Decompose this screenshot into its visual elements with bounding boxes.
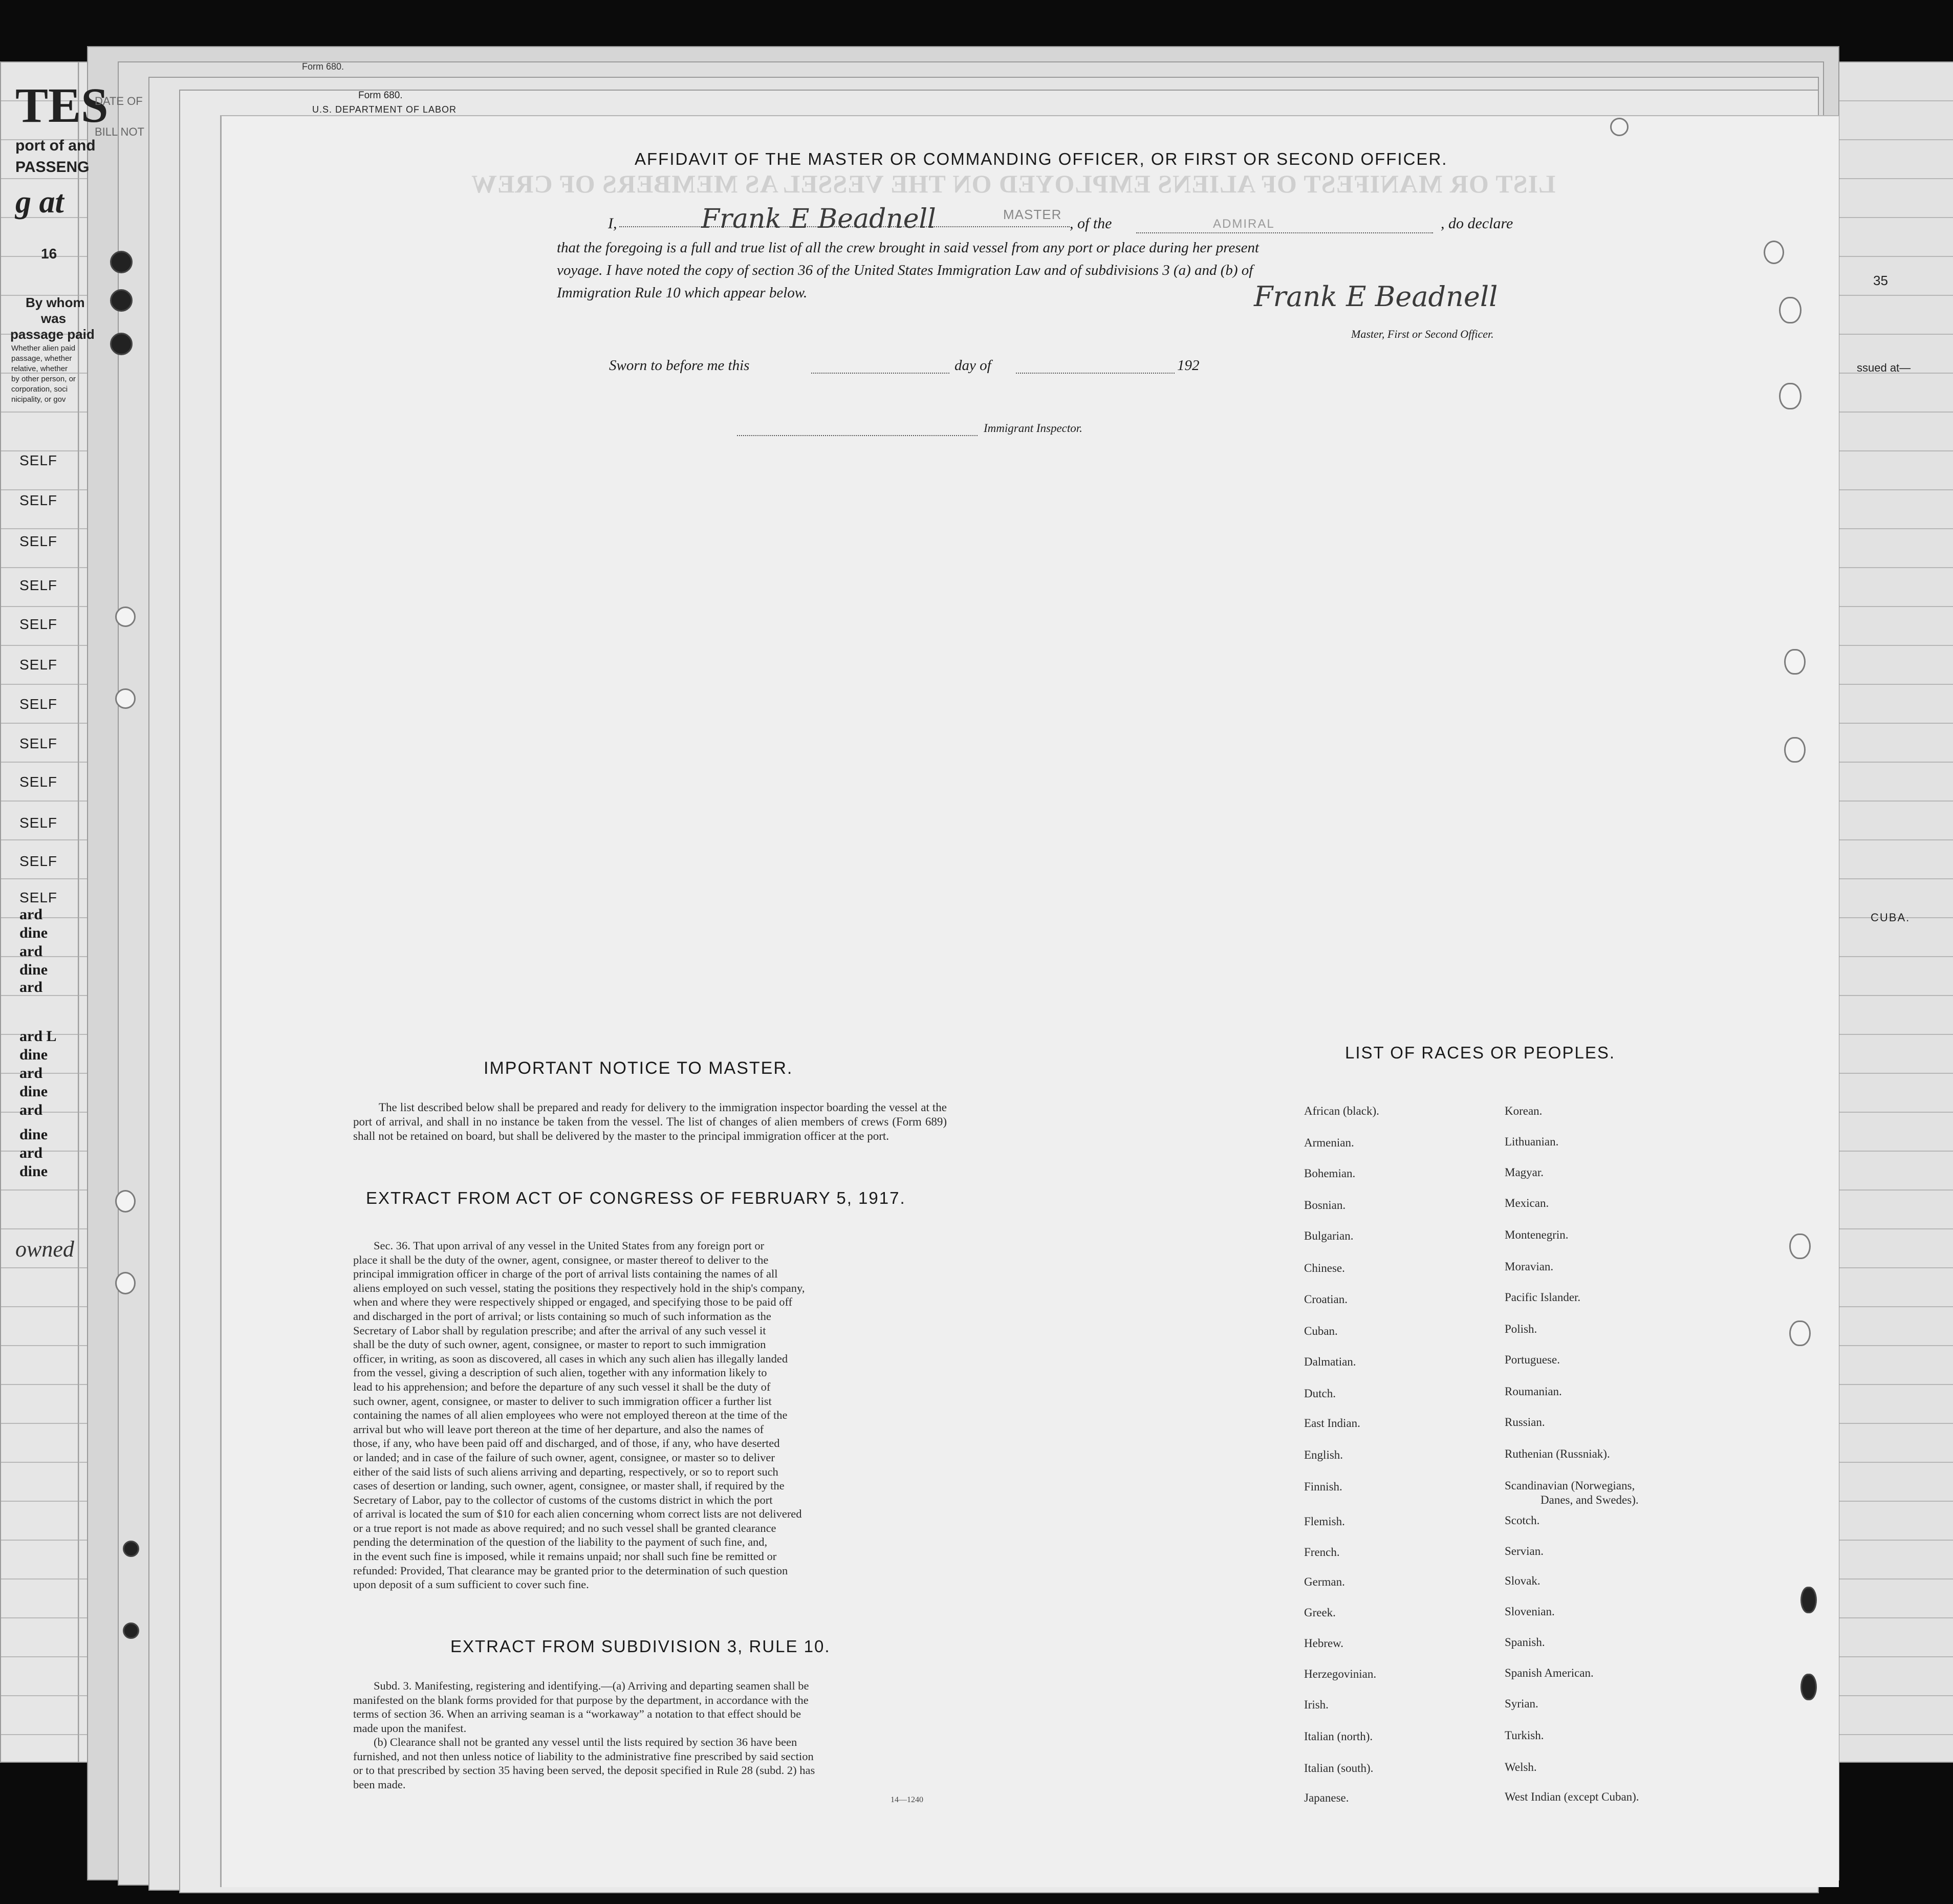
race-item: Chinese. (1304, 1262, 1345, 1274)
crew-fragment: dine (19, 1126, 48, 1143)
act-line: Secretary of Labor, pay to the collector of customs of the customs district in which the port (353, 1493, 773, 1506)
race-item: Lithuanian. (1505, 1135, 1559, 1148)
punch-hole-icon (1800, 1587, 1817, 1613)
punch-hole-icon (110, 333, 133, 355)
department-label: U.S. DEPARTMENT OF LABOR (312, 104, 457, 115)
passage-column-header-2: was (41, 311, 67, 326)
race-item: Moravian. (1505, 1260, 1554, 1273)
race-item: Roumanian. (1505, 1385, 1562, 1398)
race-item: French. (1304, 1546, 1340, 1559)
right-sheet-number: 35 (1873, 273, 1888, 288)
master-stamp: MASTER (1003, 207, 1062, 222)
passage-note-5: corporation, soci (11, 385, 68, 394)
crew-fragment: ard (19, 1101, 42, 1118)
left-row-fragment-3: g at (15, 185, 64, 220)
crew-fragment: ard (19, 1144, 42, 1161)
races-title: LIST OF RACES OR PEOPLES. (1345, 1043, 1616, 1062)
affidavit-line-3: voyage. I have noted the copy of section 36 of the United States Immigration Law and of subdivisions 3 (a) and (b) of (557, 262, 1253, 278)
back-stamp-fragment-2: BILL NOT (95, 125, 144, 138)
vessel-name-field (1136, 231, 1433, 233)
notice-text: The list described below shall be prepared and ready for delivery to the immigration inspector boarding the vessel at the port of arrival, and shall in no instance be taken from the vessel. The list of changes of alien members of crews (Form 689) shall not be retained on board, but shall be delivered by the master to the principal immigration officer at the port. (353, 1101, 947, 1142)
race-item: Welsh. (1505, 1761, 1537, 1773)
race-item: Herzegovinian. (1304, 1668, 1377, 1680)
left-sheet-header-fragment: TES (15, 78, 108, 133)
race-item: West Indian (except Cuban). (1505, 1790, 1639, 1803)
punch-hole-icon (1800, 1674, 1817, 1700)
crew-fragment: ard (19, 943, 42, 960)
race-item: African (black). (1304, 1105, 1379, 1117)
rule-line: or to that prescribed by section 35 having been served, the deposit specified in Rule 28 (subd. 2) has (353, 1764, 815, 1777)
inspector-label: Immigrant Inspector. (984, 422, 1082, 435)
race-item: Servian. (1505, 1545, 1544, 1557)
race-item: Japanese. (1304, 1791, 1349, 1804)
act-line: principal immigration officer in charge of the port of arrival lists containing the names of all (353, 1267, 778, 1281)
rule-line: (b) Clearance shall not be granted any vessel until the lists required by section 36 have been (374, 1736, 797, 1748)
notice-title: IMPORTANT NOTICE TO MASTER. (484, 1058, 793, 1078)
sworn-month-field (1016, 372, 1175, 374)
passage-note-3: relative, whether (11, 364, 68, 373)
self-entry: SELF (19, 577, 58, 593)
act-line: Sec. 36. That upon arrival of any vessel in the United States from any foreign port or (374, 1239, 765, 1252)
race-item: Italian (north). (1304, 1730, 1373, 1743)
self-entry: SELF (19, 853, 58, 869)
rule-extract-title: EXTRACT FROM SUBDIVISION 3, RULE 10. (450, 1637, 831, 1656)
right-issued-at: ssued at— (1857, 361, 1911, 374)
back-form-number: Form 680. (302, 61, 344, 72)
crew-fragment: ard (19, 1065, 42, 1081)
vessel-stamp: ADMIRAL (1213, 217, 1275, 231)
self-entry: SELF (19, 492, 58, 508)
punch-hole-icon (115, 1272, 136, 1294)
passage-column-header-3: passage paid (10, 327, 95, 342)
race-item: Bosnian. (1304, 1199, 1346, 1211)
punch-hole-icon (1779, 383, 1802, 409)
act-extract-title: EXTRACT FROM ACT OF CONGRESS OF FEBRUARY 5, 1917. (366, 1188, 906, 1207)
rule-line: furnished, and not then unless notice of liability to the administrative fine prescribed by said section (353, 1749, 814, 1763)
act-extract-body (353, 1239, 957, 1592)
race-item: Ruthenian (Russniak). (1505, 1447, 1610, 1460)
sworn-day-field (811, 372, 949, 374)
act-line: containing the names of all alien employees who were not employed thereon at the time of the (353, 1409, 788, 1422)
race-item: Turkish. (1505, 1729, 1544, 1742)
self-entry: SELF (19, 533, 58, 549)
crew-fragment: dine (19, 1046, 48, 1063)
race-item: Scandinavian (Norwegians, (1505, 1479, 1635, 1492)
race-item: Croatian. (1304, 1293, 1348, 1306)
self-entry: SELF (19, 616, 58, 632)
rule-line: Subd. 3. Manifesting, registering and identifying.—(a) Arriving and departing seamen shall be (374, 1679, 809, 1692)
act-line: those, if any, who have been paid off and discharged, and of those, if any, who have deserted (353, 1437, 780, 1450)
act-line: from the vessel, giving a description of such alien, together with any information likely to (353, 1366, 767, 1379)
race-item: Magyar. (1505, 1166, 1544, 1179)
race-item: Montenegrin. (1505, 1228, 1569, 1241)
form-number: Form 680. (358, 90, 403, 101)
crew-fragment: dine (19, 924, 48, 941)
right-cuba: CUBA. (1871, 911, 1911, 924)
race-item: Italian (south). (1304, 1762, 1374, 1775)
passage-note-6: nicipality, or gov (11, 395, 66, 404)
day-of-label: day of (954, 357, 991, 374)
act-line: and discharged in the port of arrival; or lists containing so much of such information as the (353, 1309, 771, 1323)
punch-hole-icon (1784, 649, 1806, 675)
act-line: in the event such fine is imposed, while it remains unpaid; nor shall such fine be remitted or (353, 1550, 777, 1563)
race-item: Finnish. (1304, 1480, 1342, 1493)
race-item: Armenian. (1304, 1136, 1354, 1149)
self-entry: SELF (19, 735, 58, 751)
act-line: arrival but who will leave port thereon at the time of her departure, and also the names of (353, 1422, 764, 1436)
race-item: Hebrew. (1304, 1637, 1344, 1650)
self-entry: SELF (19, 815, 58, 831)
race-item: Russian. (1505, 1416, 1545, 1429)
race-item: Bohemian. (1304, 1167, 1356, 1180)
passage-note-1: Whether alien paid (11, 344, 76, 353)
race-item: Mexican. (1505, 1197, 1549, 1209)
race-item: Korean. (1505, 1105, 1543, 1117)
race-item: Bulgarian. (1304, 1229, 1354, 1242)
punch-hole-icon (1764, 241, 1784, 264)
handwritten-fragment: owned (15, 1237, 74, 1262)
self-entry: SELF (19, 890, 58, 905)
race-item: Syrian. (1505, 1697, 1538, 1710)
act-line: such owner, agent, consignee, or master to deliver to such immigration officer a further list (353, 1394, 772, 1408)
race-item: English. (1304, 1448, 1343, 1461)
race-item: Dalmatian. (1304, 1355, 1356, 1368)
back-stamp-fragment-1: DATE OF (95, 95, 143, 107)
race-item: Dutch. (1304, 1387, 1336, 1400)
punch-hole-icon (1784, 737, 1806, 763)
race-item: Cuban. (1304, 1325, 1338, 1337)
affidavit-line-2: that the foregoing is a full and true list of all the crew brought in said vessel from any port or place during her present (557, 240, 1260, 256)
punch-hole-icon (115, 607, 136, 627)
crew-fragment: ard (19, 979, 42, 996)
bleed-through-title: LIST OR MANIFEST OF ALIENS EMPLOYED ON THE VESSEL AS MEMBERS OF CREW (471, 169, 1556, 198)
rule-line: terms of section 36. When an arriving seaman is a “workaway” a notation to that effect should be (353, 1707, 801, 1720)
self-entry: SELF (19, 657, 58, 673)
race-item: Slovak. (1505, 1574, 1540, 1587)
left-row-fragment-2: PASSENG (15, 159, 90, 176)
crew-fragment: ard L (19, 1028, 57, 1045)
act-line: Secretary of Labor shall by regulation prescribe; and after the arrival of any such vessel it (353, 1324, 766, 1337)
act-line: pending the determination of the question of the liability to the payment of such fine, and, (353, 1535, 768, 1549)
rule-line: manifested on the blank forms provided for that purpose by the department, in accordance with the (353, 1693, 809, 1706)
inspector-field (737, 434, 978, 436)
passage-column-header-1: By whom (26, 295, 85, 310)
sworn-label: Sworn to before me this (609, 357, 750, 374)
crew-fragment: ard (19, 906, 42, 923)
passage-note-4: by other person, or (11, 375, 76, 383)
punch-hole-icon (123, 1541, 139, 1557)
affidavit-title: AFFIDAVIT OF THE MASTER OR COMMANDING OFFICER, OR FIRST OR SECOND OFFICER. (635, 149, 1448, 168)
affidavit-sheet (220, 115, 1839, 1887)
race-item: Slovenian. (1505, 1605, 1555, 1618)
act-line: shall be the duty of such owner, agent, consignee, or master to report to such immigration (353, 1338, 766, 1351)
act-line: or landed; and in case of the failure of such owner, agent, consignee, or master so to deliver (353, 1451, 775, 1464)
race-item: Portuguese. (1505, 1353, 1560, 1366)
crew-fragment: dine (19, 1163, 48, 1180)
race-item: Irish. (1304, 1698, 1329, 1711)
self-entry: SELF (19, 452, 58, 468)
of-the-label: , of the (1070, 215, 1112, 232)
race-item: Polish. (1505, 1323, 1537, 1335)
year-label: 192 (1177, 357, 1200, 374)
crew-fragment: dine (19, 1083, 48, 1100)
act-line: refunded: Provided, That clearance may be granted prior to the determination of such question (353, 1564, 788, 1577)
punch-hole-icon (1789, 1321, 1811, 1346)
rule-line: been made. (353, 1778, 406, 1791)
rule-extract-body (353, 1679, 957, 1791)
officer-signature: Frank E Beadnell (1254, 280, 1498, 313)
act-line: or a true report is not made as above required; and no such vessel shall be granted clearance (353, 1521, 776, 1534)
race-item: Greek. (1304, 1606, 1336, 1619)
left-sheet-number: 16 (41, 246, 57, 262)
act-line: place it shall be the duty of the owner, agent, consignee, or master thereof to deliver to the (353, 1253, 769, 1266)
race-item: Danes, and Swedes). (1540, 1494, 1639, 1506)
race-item: Spanish American. (1505, 1667, 1594, 1679)
act-line: lead to his apprehension; and before the departure of any such vessel it shall be the duty of (353, 1380, 771, 1393)
race-item: Flemish. (1304, 1515, 1345, 1528)
affidavit-line-4: Immigration Rule 10 which appear below. (557, 285, 808, 301)
signature-caption: Master, First or Second Officer. (1351, 328, 1494, 340)
left-row-fragment-1: port of and (15, 137, 96, 154)
rule-line: made upon the manifest. (353, 1721, 467, 1735)
act-line: cases of desertion or landing, such owner, agent, consignee, or master shall, if required by the (353, 1479, 785, 1492)
punch-hole-icon (1789, 1234, 1811, 1259)
affidavit-i: I, (608, 215, 617, 232)
act-line: upon deposit of a sum sufficient to cover such fine. (353, 1578, 589, 1591)
race-item: German. (1304, 1575, 1345, 1588)
crew-fragment: dine (19, 961, 48, 978)
act-line: of arrival is located the sum of $10 for each alien concerning whom correct lists are not delivered (353, 1507, 802, 1521)
print-code: 14—1240 (891, 1795, 923, 1804)
race-item: Spanish. (1505, 1636, 1545, 1649)
race-item: Pacific Islander. (1505, 1291, 1581, 1304)
act-line: aliens employed on such vessel, stating the positions they respectively hold in the ship's company, (353, 1281, 805, 1294)
punch-hole-icon (1779, 297, 1802, 323)
punch-hole-icon (1610, 118, 1629, 136)
act-line: either of the said lists of such aliens arriving and departing, respectively, or so to report such (353, 1465, 778, 1478)
punch-hole-icon (110, 251, 133, 273)
punch-hole-icon (123, 1622, 139, 1639)
do-declare-label: , do declare (1441, 215, 1513, 232)
self-entry: SELF (19, 696, 58, 712)
punch-hole-icon (110, 289, 133, 312)
master-signature: Frank E Beadnell (701, 204, 936, 234)
punch-hole-icon (115, 688, 136, 709)
self-entry: SELF (19, 774, 58, 790)
passage-note-2: passage, whether (11, 354, 72, 363)
race-item: Scotch. (1505, 1514, 1540, 1527)
race-item: East Indian. (1304, 1417, 1360, 1430)
act-line: when and where they were respectively shipped or engaged, and specifying those to be paid off (353, 1295, 793, 1309)
act-line: officer, in writing, as soon as discovered, all cases in which any such alien has illegally landed (353, 1352, 788, 1365)
punch-hole-icon (115, 1190, 136, 1213)
